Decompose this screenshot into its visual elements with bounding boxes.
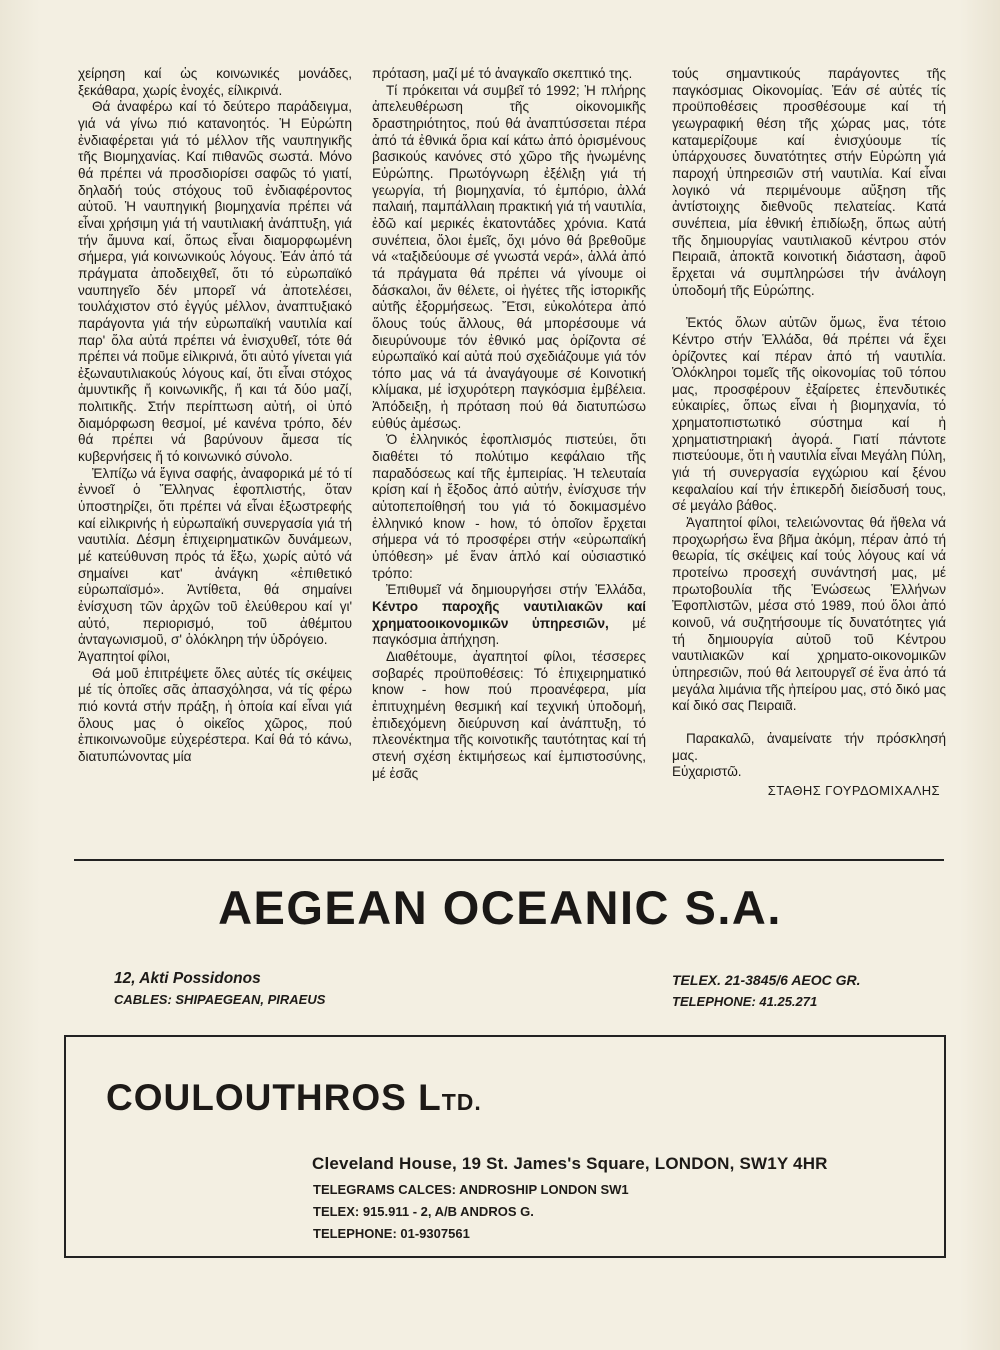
- coulouthros-name: COULOUTHROS L: [106, 1077, 442, 1118]
- aegean-telephone: TELEPHONE: 41.25.271: [672, 994, 818, 1009]
- paragraph: τούς σημαντικούς παράγοντες τῆς παγκόσμιας Οἰκονομίας. Ἐάν σέ αὐτές τίς προϋποθέσεις προσθέσουμε καί τή γεωγραφική θέση τῆς χώρας μας, τότε καταμερίζουμε καί ἐνισχύουμε τίς ὑπάρχουσες δυνατότητες στήν Εὐρώπη γιά παροχή ὑπηρεσιῶν στή ναυτιλία. Καί εἶναι λογικό νά περιμένουμε αὔξηση τῆς ἀντίστοιχης διεθνοῦς πελατείας. Κατά συνέπεια, μία ἐθνική ἐπιδίωξη, ὅπως αὐτή τῆς δημιουργίας ναυτιλιακοῦ κέντρου στόν Πειραιᾶ, ἀποκτᾶ κοινοτική διάσταση, ἀφοῦ ἔρχεται νά συμπληρώσει τήν ἀνάλογη ὑποδομή τῆς Εὐρώπης.: [672, 66, 946, 298]
- aegean-cables: CABLES: SHIPAEGEAN, PIRAEUS: [114, 992, 326, 1007]
- article-column-3: [672, 66, 946, 856]
- divider: [74, 859, 944, 861]
- coulouthros-telex: TELEX: 915.911 - 2, A/B ANDROS G.: [313, 1204, 534, 1219]
- aegean-ad-address-block: [114, 968, 325, 1010]
- coulouthros-suffix: TD.: [441, 1089, 482, 1115]
- paragraph: Θά ἀναφέρω καί τό δεύτερο παράδειγμα, γιά νά γίνω πιό κατανοητός. Ἡ Εὐρώπη ἐνδιαφέρεται γιά τό μέλλον τῆς ναυπηγικῆς τῆς Βιομηχανίας. Καί πιθανῶς σωστά. Μόνο θά πρέπει νά προσδιορίσει σαφῶς τό γιατί, δηλαδή τούς στόχους τοῦ ἐνδιαφέροντος αὐτοῦ. Ἡ ναυπηγική βιομηχανία πρέπει νά εἶναι χρήσιμη γιά τή ναυτιλιακή ἀνάπτυξη, γιά τήν ἄμυνα καί, ὅπως εἶναι διαμορφωμένη σήμερα, γιά κοινωνικούς λόγους. Ἐάν ἀπό τά πράγματα ἀποδειχθεῖ, ὅτι τό εὐρωπαϊκό ναυπηγεῖο δέν μπορεῖ νά ἀποτελέσει, τουλάχιστον στό ἐγγύς μέλλον, ἀναπτυξιακό παράγοντα γιά τήν εὐρωπαϊκή ναυτιλία καί παρ' ὅλα αὐτά πρέπει νά ἐνισχυθεῖ, τότε θά πρέπει νά ποῦμε εἰλικρινά, ὅτι αὐτό γίνεται γιά ἐξωναυτιλιακούς λόγους καί, ὅτι εἶναι στόχος ἀμυντικῆς ἤ κοινωνικῆς, ἤ και τά δύο μαζί, πολιτικῆς. Στήν περίπτωση αὐτή, οἱ ὑπό διαμόρφωση θεσμοί, μέ κανένα τρόπο, δέν θά πρέπει νά βαρύνουν ἄμεσα τίς κυβερνήσεις ἤ τό κοινωνικό σύνολο.: [78, 99, 352, 465]
- paragraph: πρόταση, μαζί μέ τό ἀναγκαῖο σκεπτικό της.: [372, 66, 633, 81]
- paragraph: Ἐλπίζω νά ἔγινα σαφής, ἀναφορικά μέ τό τί ἐννοεῖ ὁ Ἕλληνας ἐφοπλιστής, ὅταν ὑποστηρίζει, ὅτι πρέπει νά εἶναι ἐξωστρεφής καί εἰλικρινής ἡ εὐρωπαϊκή συνεργασία γιά τή ναυτιλία. Δέσμη ἐπιχειρηματικῶν δυνάμεων, μέ κατεύθυνση πρός τά ἔξω, χωρίς αὐτό νά σημαίνει κατ' ἀνάγκη «ἐπιθετικό εὐρωπαϊσμό». Ἀντίθετα, θά σημαίνει ἐνίσχυση τῶν ἀρχῶν τοῦ ἐλεύθερου καί γι' αὐτό, περιορισμό, τοῦ ἀθέμιτου ἀνταγωνισμοῦ, σ' ὁλόκληρη τήν ὑδρόγειο.: [78, 465, 352, 648]
- aegean-address: 12, Akti Possidonos: [114, 970, 261, 987]
- paragraph: Θά μοῦ ἐπιτρέψετε ὅλες αὐτές τίς σκέψεις μέ τίς ὁποῖες σᾶς ἀπασχόλησα, νά τίς φέρω πιό κοντά στήν πράξη, ἡ ὁποία καί εἶναι γιά ὅλους μας ὁ οἰκεῖος χῶρος, πού ἐπικοινωνοῦμε εὐχερέστερα. Καί θά τό κάνω, διατυπώνοντας μία: [78, 665, 352, 764]
- paragraph-text: μέ παγκόσμια ἀπήχηση.: [372, 615, 646, 648]
- paragraph-text: Ἐπιθυμεῖ νά δημιουργήσει στήν Ἑλλάδα,: [386, 582, 646, 598]
- article-column-1: [78, 66, 352, 856]
- signature: ΣΤΑΘΗΣ ΓΟΥΡΔΟΜΙΧΑΛΗΣ: [767, 782, 940, 798]
- paragraph: [372, 582, 646, 649]
- article-columns: [78, 66, 944, 856]
- bold-phrase: Κέντρο παροχῆς ναυτιλιακῶν καί χρηματοοικονομικῶν ὑπηρεσιῶν,: [372, 599, 646, 631]
- coulouthros-telegrams: TELEGRAMS CALCES: ANDROSHIP LONDON SW1: [313, 1182, 629, 1197]
- paragraph: Ἐκτός ὅλων αὐτῶν ὅμως, ἕνα τέτοιο Κέντρο στήν Ἑλλάδα, θά πρέπει νά ἔχει ὁρίζοντες καί πέραν ἀπό τή ναυτιλία. Ὁλόκληροι τομεῖς τῆς οἰκονομίας τοῦ τόπου μας, προσφέρουν ἐξαίρετες ἐπενδυτικές εὐκαιρίες, ὅπως εἶναι ἡ βιομηχανία, τό χρηματοπιστωτικό σύστημα καί ἡ χρηματιστηριακή ἀγορά. Γιατί πάντοτε πιστεύουμε, ὅτι ἡ ναυτιλία εἶναι Μεγάλη Πύλη, γιά τή συνεργασία εγχώριου καί ξένου κεφαλαίου καί τήν ἐπικερδή διείσδυσή τους, σέ μεγάλο βάθος.: [672, 315, 946, 514]
- coulouthros-contact-block: [313, 1179, 629, 1245]
- coulouthros-address: Cleveland House, 19 St. James's Square, LONDON, SW1Y 4HR: [312, 1154, 828, 1173]
- aegean-ad-title: AEGEAN OCEANIC S.A.: [218, 881, 782, 934]
- aegean-telex: TELEX. 21-3845/6 AEOC GR.: [672, 972, 861, 988]
- coulouthros-ad-box: [64, 1035, 946, 1258]
- paragraph: Ὁ ἑλληνικός ἐφοπλισμός πιστεύει, ὅτι διαθέτει τό πολύτιμο κεφάλαιο τῆς παραδόσεως καί τῆς ἐμπειρίας. Ἡ τελευταία κρίση καί ἡ ἔξοδος ἀπό αὐτήν, ἐνίσχυσε τήν αὐτοπεποίθησή του γιά τό δοκιμασμένο ἑλληνικό know - how, τό ὁποῖον ἔρχεται σήμερα νά τό προσφέρει στήν «εὐρωπαϊκή ὑπόθεση» μέ ἕναν ἁπλό καί οὐσιαστικό τρόπο:: [372, 432, 646, 581]
- article-column-2: [372, 66, 646, 856]
- paragraph: χείρηση καί ὡς κοινωνικές μονάδες, ξεκάθαρα, χωρίς ἐνοχές, είλικρινά.: [78, 66, 352, 98]
- coulouthros-ad-title: [106, 1077, 482, 1119]
- closing: Εὐχαριστῶ.: [672, 764, 742, 780]
- aegean-ad-contact-block: [672, 970, 861, 1012]
- paragraph: Ἀγαπητοί φίλοι,: [78, 648, 171, 664]
- paragraph: Παρακαλῶ, ἀναμείνατε τήν πρόσκλησή μας.: [672, 730, 946, 763]
- paragraph: Διαθέτουμε, ἀγαπητοί φίλοι, τέσσερες σοβαρές προϋποθέσεις: Τό ἐπιχειρηματικό know - how πού προανέφερα, μία ἐπιτυχημένη θεσμική καί τεχνική ὑποδομή, ἐπιδεχόμενη διεύρυνση καί ἀνάπτυξη, τό πλεονέκτημα τῆς κοινοτικῆς ταυτότητας καί τή στενή σχέση ἐκτιμήσεως καί ἐμπιστοσύνης, μέ ἐσᾶς: [372, 648, 646, 781]
- paragraph: Ἀγαπητοί φίλοι, τελειώνοντας θά ἤθελα νά προχωρήσω ἕνα βῆμα ἀκόμη, πέραν ἀπό τή θεωρία, τίς σκέψεις καί τούς λόγους καί νά προτείνω προσεχή συνάντησή μας, μέ πρωτοβουλία τῆς Ἑνώσεως Ἑλλήνων Ἐφοπλιστῶν, μέσα στό 1989, πού ὅλοι ἀπό κοινοῦ, νά συζητήσουμε τίς δυνατότητες γιά τή δημιουργία αὐτοῦ τοῦ Κέντρου ναυτιλιακῶν καί χρηματο-οικονομικῶν ὑπηρεσιῶν, πού θά λειτουργεῖ σέ ἕνα ἀπό τά μεγάλα λιμάνια τῆς ἠπείρου μας, στό δικό μας καί δικό σας Πειραιᾶ.: [672, 515, 946, 714]
- paragraph: Τί πρόκειται νά συμβεῖ τό 1992; Ἡ πλήρης ἀπελευθέρωση τῆς οἰκονομικῆς δραστηριότητος, πού θά ἀναπτύσσεται πέρα ἀπό τά ἐθνικά ὅρια καί κάτω ἀπό ὁρισμένους βασικούς κανόνες στό χῶρο τῆς ἡνωμένης Εὐρώπης. Πρωτόγνωρη ἐξέλιξη γιά τή γεωργία, τή βιομηχανία, τό ἐμπόριο, ἀλλά παλαιή, παμπάλλαιη πρακτική γιά τή ναυτιλία, ἐδῶ καί μερικές ἑκατοντάδες χρόνια. Κατά συνέπεια, ὅλοι ἐμεῖς, ὄχι μόνο θά βρεθοῦμε νά «ταξιδεύουμε σέ γνωστά νερά», ἀλλά ἀπό τά πράγματα θά πρέπει νά γίνουμε οἱ δάσκαλοι, ἄν θέλετε, οἱ ἠγέτες τῆς ἱστορικῆς αὐτῆς ἐξορμήσεως. Ἔτσι, εὐκολότερα ἀπό ὅλους τούς ἄλλους, θά μπορέσουμε νά διευρύνουμε τόν ἐθνικό μας ὁρίζοντα σέ εὐρωπαϊκό καί αὐτά πού σχεδιάζουμε γιά τόν τόπο μας νά τά ἀναγάγουμε σέ Κοινοτική κλίμακα, μέ ἰσχυρότερη παγκόσμια ἐμβέλεια. Ἀπόδειξη, ἡ πρόταση πού θά διατυπώσω εὐθύς ἀμέσως.: [372, 82, 646, 431]
- coulouthros-telephone: TELEPHONE: 01-9307561: [313, 1226, 470, 1241]
